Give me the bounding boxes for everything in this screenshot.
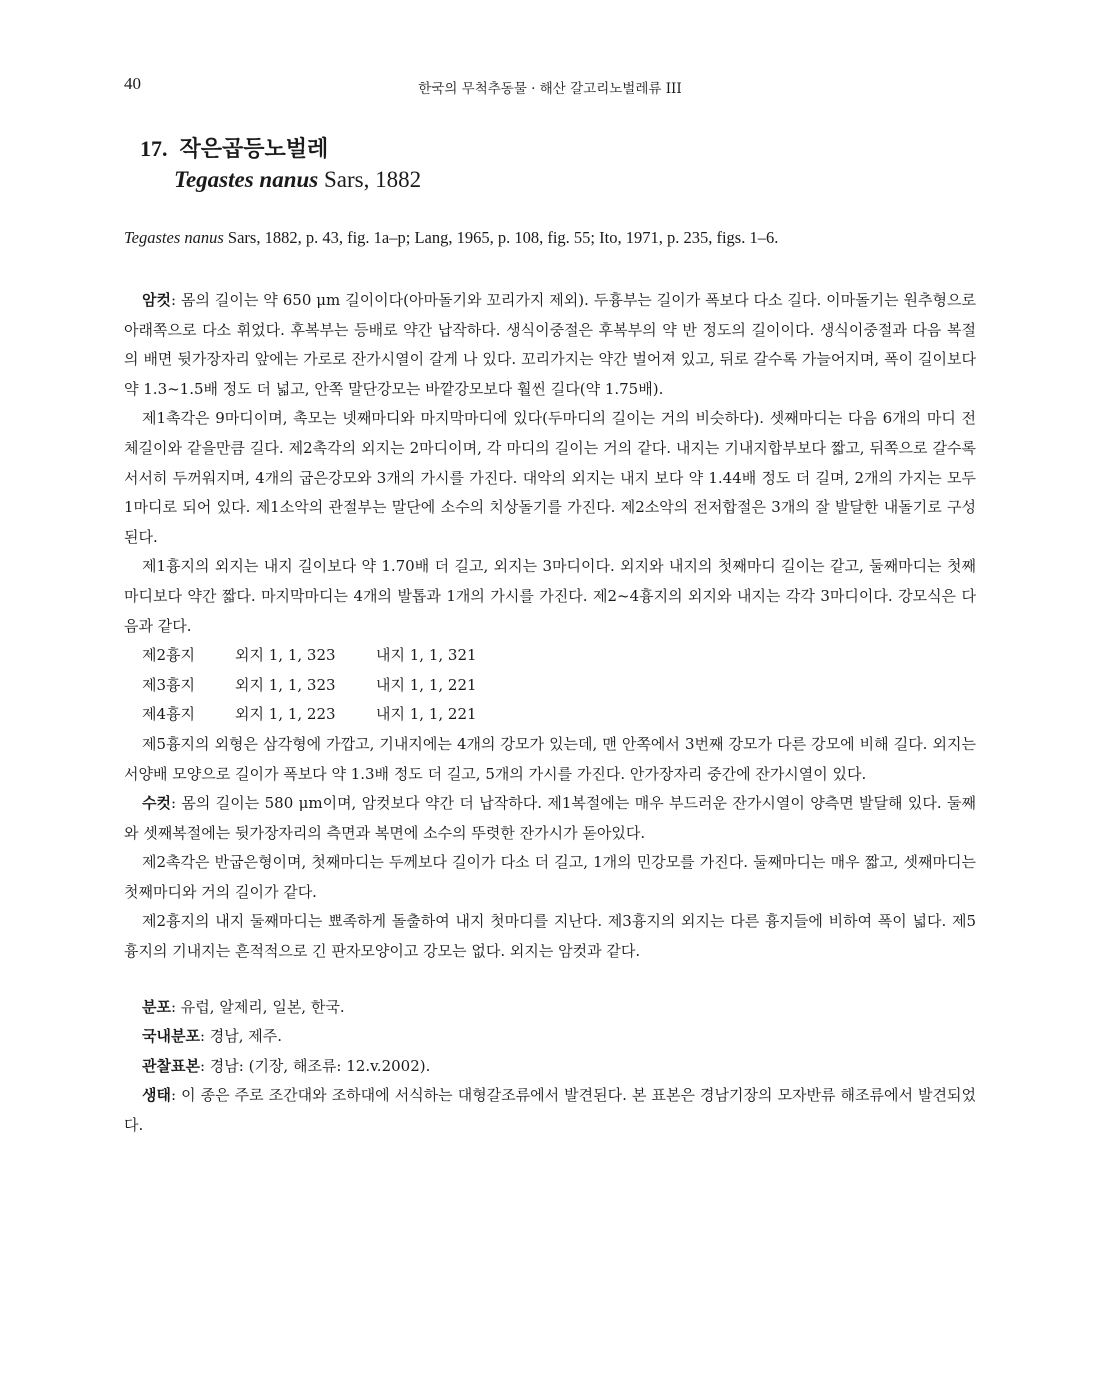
species-korean-title bbox=[140, 134, 421, 164]
species-scientific-title bbox=[174, 164, 421, 196]
female-p5-paragraph: 제5흉지의 외형은 삼각형에 가깝고, 기내지에는 4개의 강모가 있는데, 맨 안쪽에서 3번째 강모가 다른 강모에 비해 길다. 외지는 서양배 모양으로 길이가 폭보다 약 1.3배 정도 더 길고, 5개의 가시를 가진다. 안가장자리 중간에 잔가시열이 있다. bbox=[124, 734, 976, 783]
exopod-formula: 외지 1, 1, 223 bbox=[235, 705, 336, 724]
leg-name: 제3흉지 bbox=[142, 675, 196, 694]
leg-name: 제2흉지 bbox=[142, 646, 196, 665]
species-authority: Sars, 1882 bbox=[323, 167, 422, 192]
male-description bbox=[124, 789, 976, 848]
species-number: 17. bbox=[140, 136, 168, 161]
setal-formula-row bbox=[124, 700, 976, 730]
male-text: : 몸의 길이는 580 μm이며, 암컷보다 약간 더 납작하다. 제1복절에는 매우 부드러운 잔가시열이 양측면 발달해 있다. 둘째와 셋째복절에는 뒷가장자리의 측면과 복면에 소수의 뚜렷한 잔가시가 돋아있다. bbox=[124, 794, 976, 842]
endopod-formula: 내지 1, 1, 321 bbox=[376, 646, 477, 665]
male-label: 수컷 bbox=[142, 794, 171, 813]
ecology-label: 생태 bbox=[142, 1086, 171, 1105]
endopod-formula: 내지 1, 1, 221 bbox=[376, 705, 477, 724]
domestic-distribution-label: 국내분포 bbox=[142, 1027, 200, 1046]
female-antenna-paragraph: 제1촉각은 9마디이며, 촉모는 넷째마디와 마지막마디에 있다(두마디의 길이는 거의 비슷하다). 셋째마디는 다음 6개의 마디 전체길이와 같을만큼 길다. 제2촉각의 외지는 2마디이며, 각 마디의 길이는 거의 같다. 내지는 기내지합부보다 짧고, 뒤쪽으로 갈수록 서서히 두꺼워지며, 4개의 굽은강모와 3개의 가시를 가진다. 대악의 외지는 내지 보다 약 1.44배 정도 더 길며, 2개의 가지는 모두 1마디로 되어 있다. 제1소악의 관절부는 말단에 소수의 치상돌기를 가진다. 제2소악의 전저합절은 3개의 잘 발달한 내돌기로 구성된다. bbox=[124, 409, 976, 546]
distribution-text: : 유럽, 알제리, 일본, 한국. bbox=[170, 997, 345, 1016]
exopod-formula: 외지 1, 1, 323 bbox=[235, 646, 336, 665]
distribution-line bbox=[124, 993, 976, 1023]
setal-formula-table bbox=[124, 641, 976, 730]
endopod-formula: 내지 1, 1, 221 bbox=[376, 675, 477, 694]
species-korean-name: 작은곱등노벌레 bbox=[179, 136, 329, 162]
scientific-name: Tegastes nanus bbox=[174, 167, 319, 192]
female-legs-paragraph: 제1흉지의 외지는 내지 길이보다 약 1.70배 더 길고, 외지는 3마디이다. 외지와 내지의 첫째마디 길이는 같고, 둘째마디는 첫째마디보다 약간 짧다. 마지막마디는 4개의 발톱과 1개의 가시를 가진다. 제2~4흉지의 외지와 내지는 각각 3마디이다. 강모식은 다음과 같다. bbox=[124, 557, 976, 635]
male-antenna-paragraph: 제2촉각은 반굽은형이며, 첫째마디는 두께보다 길이가 다소 더 길고, 1개의 민강모를 가진다. 둘째마디는 매우 짧고, 셋째마디는 첫째마디와 거의 길이가 같다. bbox=[124, 853, 976, 901]
leg-name: 제4흉지 bbox=[142, 705, 196, 724]
setal-formula-row bbox=[124, 641, 976, 671]
ecology-text: : 이 종은 주로 조간대와 조하대에 서식하는 대형갈조류에서 발견된다. 본 표본은 경남기장의 모자반류 해조류에서 발견되었다. bbox=[124, 1086, 976, 1135]
citation-taxon: Tegastes nanus bbox=[124, 228, 224, 247]
running-header: 한국의 무척추동물 · 해산 갈고리노벌레류 III bbox=[418, 81, 682, 97]
setal-formula-row bbox=[124, 671, 976, 701]
domestic-distribution-line bbox=[124, 1022, 976, 1052]
section-gap bbox=[124, 967, 976, 993]
domestic-distribution-text: : 경남, 제주. bbox=[199, 1027, 283, 1046]
female-text: : 몸의 길이는 약 650 μm 길이이다(아마돌기와 꼬리가지 제외). 두흉부는 길이가 폭보다 다소 길다. 이마돌기는 원추형으로 아래쪽으로 다소 휘었다. 후복부는 등배로 약간 납작하다. 생식이중절은 후복부의 약 반 정도의 길이이다. 생식이중절과 다음 복절의 배면 뒷가장자리 앞에는 가로로 잔가시열이 갈게 나 있다. 꼬리가지는 약간 벌어져 있고, 뒤로 갈수록 가늘어지며, 폭이 길이보다 약 1.3~1.5배 정도 더 넓고, 안쪽 말단강모는 바깥강모보다 훨씬 길다(약 1.75배). bbox=[124, 291, 976, 398]
description-body bbox=[124, 286, 976, 1141]
citation-text: Sars, 1882, p. 43, fig. 1a–p; Lang, 1965, p. 108, fig. 55; Ito, 1971, p. 235, figs. 1–6. bbox=[223, 228, 779, 247]
ecology-paragraph bbox=[124, 1081, 976, 1140]
specimens-line bbox=[124, 1052, 976, 1082]
female-description bbox=[124, 286, 976, 404]
specimens-text: : 경남: (기장, 해조류: 12.v.2002). bbox=[199, 1056, 431, 1075]
synonymy-citation bbox=[124, 228, 984, 248]
species-title-block bbox=[140, 134, 421, 196]
specimens-label: 관찰표본 bbox=[142, 1056, 200, 1075]
exopod-formula: 외지 1, 1, 323 bbox=[235, 675, 336, 694]
male-legs-paragraph: 제2흉지의 내지 둘째마디는 뾰족하게 돌출하여 내지 첫마디를 지난다. 제3흉지의 외지는 다른 흉지들에 비하여 폭이 넓다. 제5흉지의 기내지는 흔적적으로 긴 판자모양이고 강모는 없다. 외지는 암컷과 같다. bbox=[124, 912, 976, 961]
female-label: 암컷 bbox=[142, 291, 171, 309]
distribution-label: 분포 bbox=[142, 997, 171, 1016]
page-number: 40 bbox=[124, 74, 141, 93]
